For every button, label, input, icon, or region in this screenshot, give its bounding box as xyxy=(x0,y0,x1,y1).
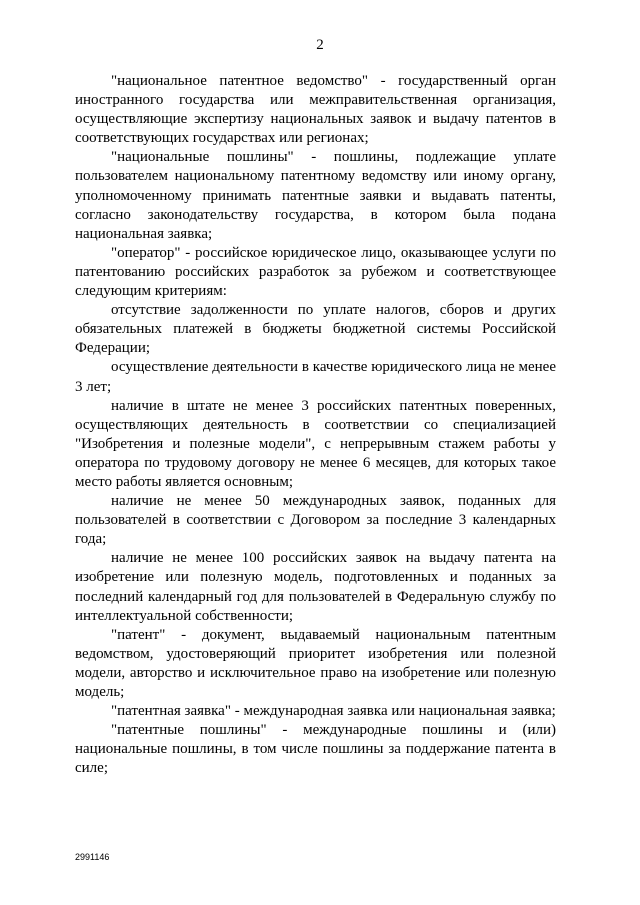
definition-patent: "патент" - документ, выдаваемый национальным патентным ведомством, удостоверяющий приоритет изобретения или полезной модели, авторство и исключительное право на изобретение или полезную модель; xyxy=(75,626,556,700)
page-number: 2 xyxy=(316,37,324,53)
criterion-patent-attorneys: наличие в штате не менее 3 российских патентных поверенных, осуществляющих деятельность в соответствии со специализацией "Изобретения и полезные модели", с непрерывным стажем работы у оператора по трудовому договору не менее 6 месяцев, для которых такое место работы является основным; xyxy=(75,397,556,490)
definition-patent-fees: "патентные пошлины" - международные пошлины и (или) национальные пошлины, в том числе пошлины за поддержание патента в силе; xyxy=(75,722,556,777)
definition-patent-application: "патентная заявка" - международная заявка или национальная заявка; xyxy=(111,703,556,720)
definition-national-patent-office: "национальное патентное ведомство" - государственный орган иностранного государства или межправительственная организация, осуществляющие экспертизу национальных заявок и выдачу патентов в соответствующих государствах или регионах; xyxy=(75,73,556,147)
criterion-no-tax-debt: отсутствие задолженности по уплате налогов, сборов и других обязательных платежей в бюджеты бюджетной системы Российской Федерации; xyxy=(75,302,556,357)
criterion-international-applications: наличие не менее 50 международных заявок, поданных для пользователей в соответствии с Договором за последние 3 календарных года; xyxy=(75,493,556,548)
definition-national-fees: "национальные пошлины" - пошлины, подлежащие уплате пользователем национальному патентному ведомству или иному органу, уполномоченному принимать патентные заявки и выдавать патенты, согласно законодательству государства, в котором была подана национальная заявка; xyxy=(75,149,556,242)
criterion-activity-duration: осуществление деятельности в качестве юридического лица не менее 3 лет; xyxy=(75,359,556,395)
criterion-russian-applications: наличие не менее 100 российских заявок на выдачу патента на изобретение или полезную модель, подготовленных и поданных за последний календарный год для пользователей в Федеральную службу по интеллектуальной собственности; xyxy=(75,550,556,624)
definition-operator: "оператор" - российское юридическое лицо, оказывающее услуги по патентованию российских разработок за рубежом и соответствующее следующим критериям: xyxy=(75,244,556,300)
document-id: 2991146 xyxy=(75,852,110,862)
document-body xyxy=(75,72,556,778)
